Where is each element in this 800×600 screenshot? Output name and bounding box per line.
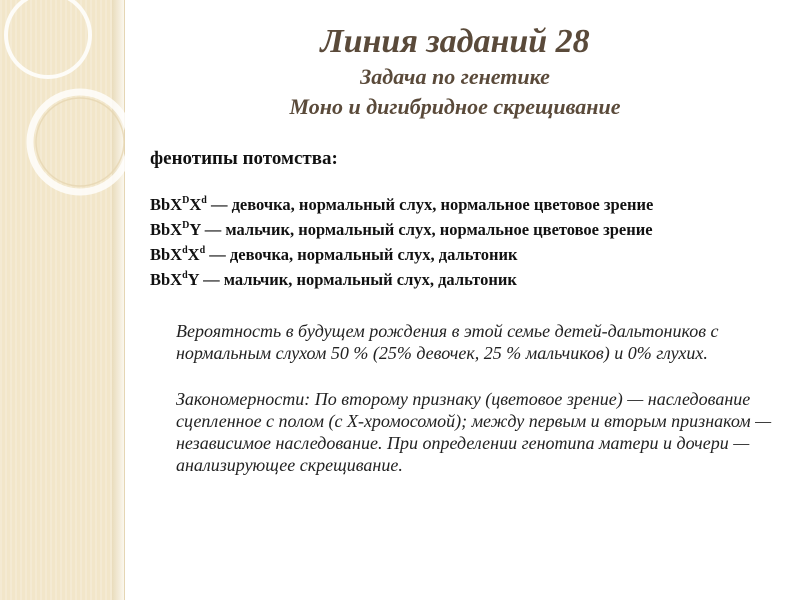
slide-title: Линия заданий 28: [320, 23, 590, 60]
deco-circle-inner: [36, 98, 124, 186]
title-block: [150, 22, 760, 122]
decorative-circles: [0, 0, 130, 240]
phenotype-line: $BbX^dX^d$ — девочка, нормальный слух, дальтоник: [150, 245, 518, 264]
phenotype-line: BbX$^d$Y — мальчик, нормальный слух, дальтоник: [150, 270, 517, 289]
probability-paragraph: Вероятность в будущем рождения в этой семье детей-дальтоников с нормальным слухом 50 % (25% девочек, 25 % мальчиков) и 0% глухих.: [176, 321, 719, 363]
deco-circle-top: [6, 0, 90, 77]
slide-subtitle-1: Задача по генетике: [360, 64, 550, 89]
phenotype-list: [150, 192, 653, 292]
patterns-paragraph: Закономерности: По второму признаку (цветовое зрение) — наследование сцепленное с полом (с Х-хромосомой); между первым и вторым признаком — независимое наследование. При определении генотипа матери и дочери — анализирующее скрещивание.: [176, 389, 772, 475]
phenotypes-heading: фенотипы потомства:: [150, 148, 338, 169]
phenotype-line: $BbX^DX^d$ — девочка, нормальный слух, нормальное цветовое зрение: [150, 195, 654, 214]
deco-circle-large: [30, 92, 130, 192]
phenotype-line: BbX$^D$Y — мальчик, нормальный слух, нормальное цветовое зрение: [150, 220, 653, 239]
slide-subtitle-2: Моно и дигибридное скрещивание: [289, 94, 621, 119]
